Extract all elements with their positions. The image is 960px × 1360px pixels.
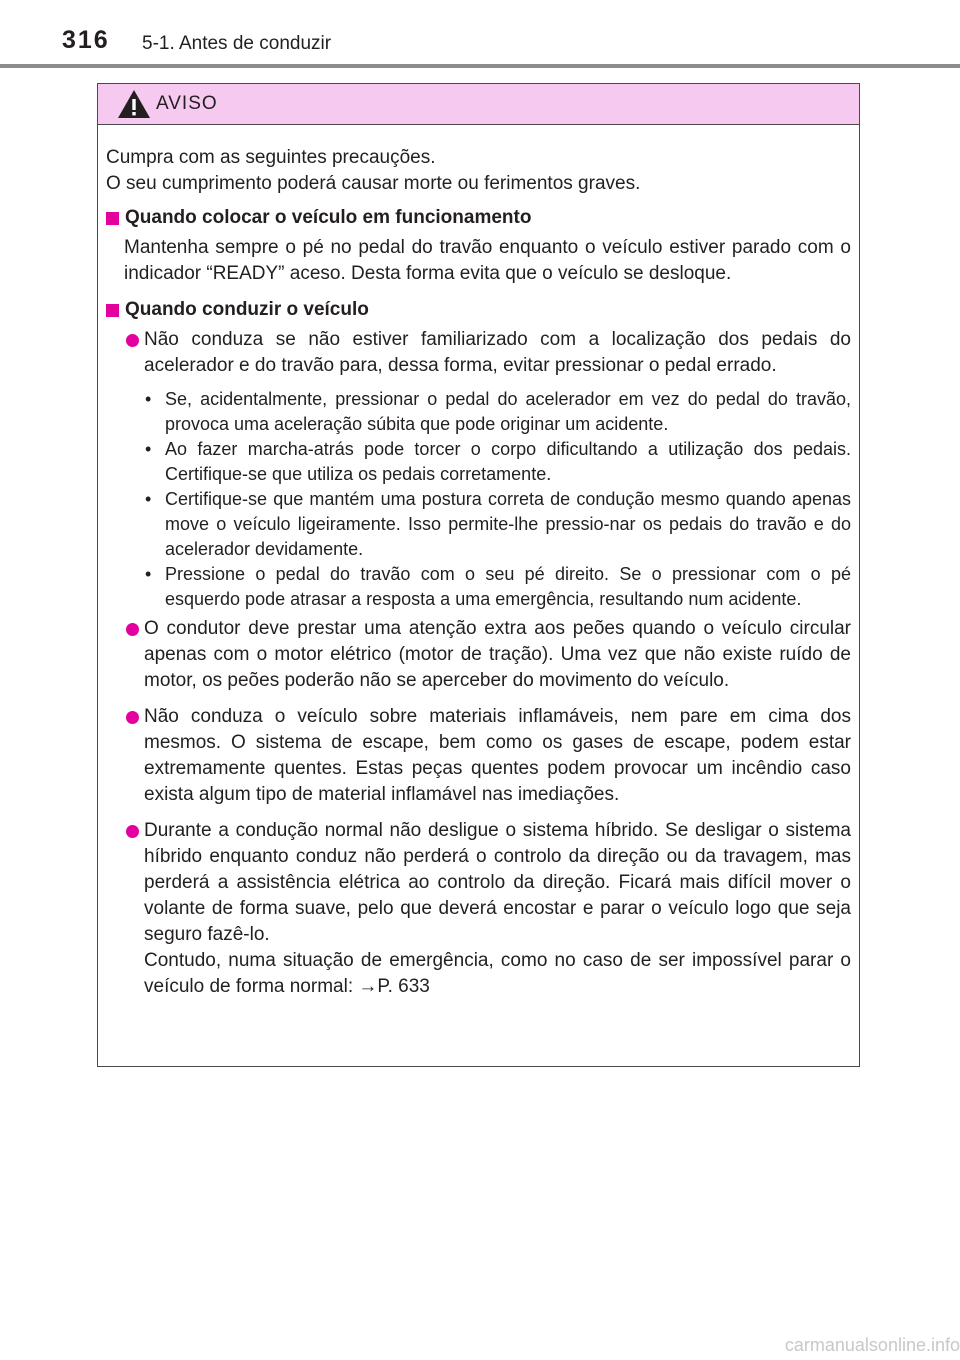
list-item (106, 818, 851, 1000)
section-heading-text: Quando colocar o veículo em funcionamento (125, 207, 532, 228)
section-title: 5-1. Antes de conduzir (142, 33, 332, 54)
sub-list-text: Pressione o pedal do travão com o seu pé direito. Se o pressionar com o pé esquerdo pode atrasar a resposta a uma emergência, resultando num acidente. (165, 564, 851, 609)
circle-bullet-icon (126, 334, 139, 347)
page-number: 316 (62, 26, 110, 54)
list-item-text: O condutor deve prestar uma atenção extra aos peões quando o veículo circular apenas com o motor elétrico (motor de tração). Uma vez que não existe ruído de motor, os peões poderão não se aperceber do movimento do veículo. (144, 618, 851, 691)
sub-list-item (144, 387, 851, 437)
section-paragraph: Mantenha sempre o pé no pedal do travão enquanto o veículo estiver parado com o indicador “READY” aceso. Desta forma evita que o veículo se desloque. (124, 237, 851, 284)
warning-body (98, 125, 859, 1000)
circle-bullet-icon (126, 711, 139, 724)
dot-bullet-icon: • (145, 439, 152, 459)
sub-list (106, 387, 851, 612)
square-bullet-icon (106, 304, 119, 317)
list-item-text-block (144, 818, 851, 1000)
footer-watermark: carmanualsonline.info (784, 1335, 960, 1355)
sub-list-text: Se, acidentalmente, pressionar o pedal do acelerador em vez do pedal do travão, provoca uma aceleração súbita que pode originar um acidente. (165, 389, 851, 434)
list-item (106, 616, 851, 694)
list-item-text: Durante a condução normal não desligue o sistema híbrido. Se desligar o sistema híbrido enquanto conduz não perderá o controlo da direção ou da travagem, mas perderá a assistência elétrica ao controlo da direção. Ficará mais difícil mover o volante de forma suave, pelo que deverá encostar e parar o veículo logo que seja seguro fazê-lo. (144, 820, 851, 945)
dot-bullet-icon: • (145, 564, 152, 584)
warning-header (98, 84, 859, 125)
sub-list-item (144, 437, 851, 487)
header-divider (0, 64, 960, 68)
list-item-text: Não conduza se não estiver familiarizado com a localização dos pedais do acelerador e do travão para, dessa forma, evitar pressionar o pedal errado. (144, 329, 851, 376)
warning-label: AVISO (156, 93, 218, 114)
list-item-text-continued: Contudo, numa situação de emergência, como no caso de ser impossível parar o veículo de forma normal: →P. 633 (144, 950, 851, 997)
square-bullet-icon (106, 212, 119, 225)
warning-box (97, 83, 860, 1067)
section-heading-driving (106, 297, 851, 323)
circle-bullet-icon (126, 623, 139, 636)
sub-list-item (144, 562, 851, 612)
page-header (0, 0, 960, 70)
dot-bullet-icon: • (145, 389, 152, 409)
sub-list-text: Certifique-se que mantém uma postura correta de condução mesmo quando apenas move o veículo ligeiramente. Isso permite-lhe pressio-nar os pedais do travão e do acelerador devidamente. (165, 489, 851, 559)
dot-bullet-icon: • (145, 489, 152, 509)
section-heading-text: Quando conduzir o veículo (125, 299, 369, 320)
intro-line-2: O seu cumprimento poderá causar morte ou ferimentos graves. (106, 173, 641, 194)
list-item (106, 327, 851, 379)
list-item-text: Não conduza o veículo sobre materiais inflamáveis, nem pare em cima dos mesmos. O sistema de escape, bem como os gases de escape, podem estar extremamente quentes. Estas peças quentes podem provocar um incêndio caso exista algum tipo de material inflamável nas imediações. (144, 706, 851, 805)
circle-bullet-icon (126, 825, 139, 838)
sub-list-item (144, 487, 851, 562)
warning-triangle-icon (117, 89, 151, 119)
list-item (106, 704, 851, 808)
section-heading-start (106, 205, 851, 231)
intro-line-1: Cumpra com as seguintes precauções. (106, 147, 436, 168)
sub-list-text: Ao fazer marcha-atrás pode torcer o corpo dificultando a utilização dos pedais. Certifique-se que utiliza os pedais corretamente. (165, 439, 851, 484)
